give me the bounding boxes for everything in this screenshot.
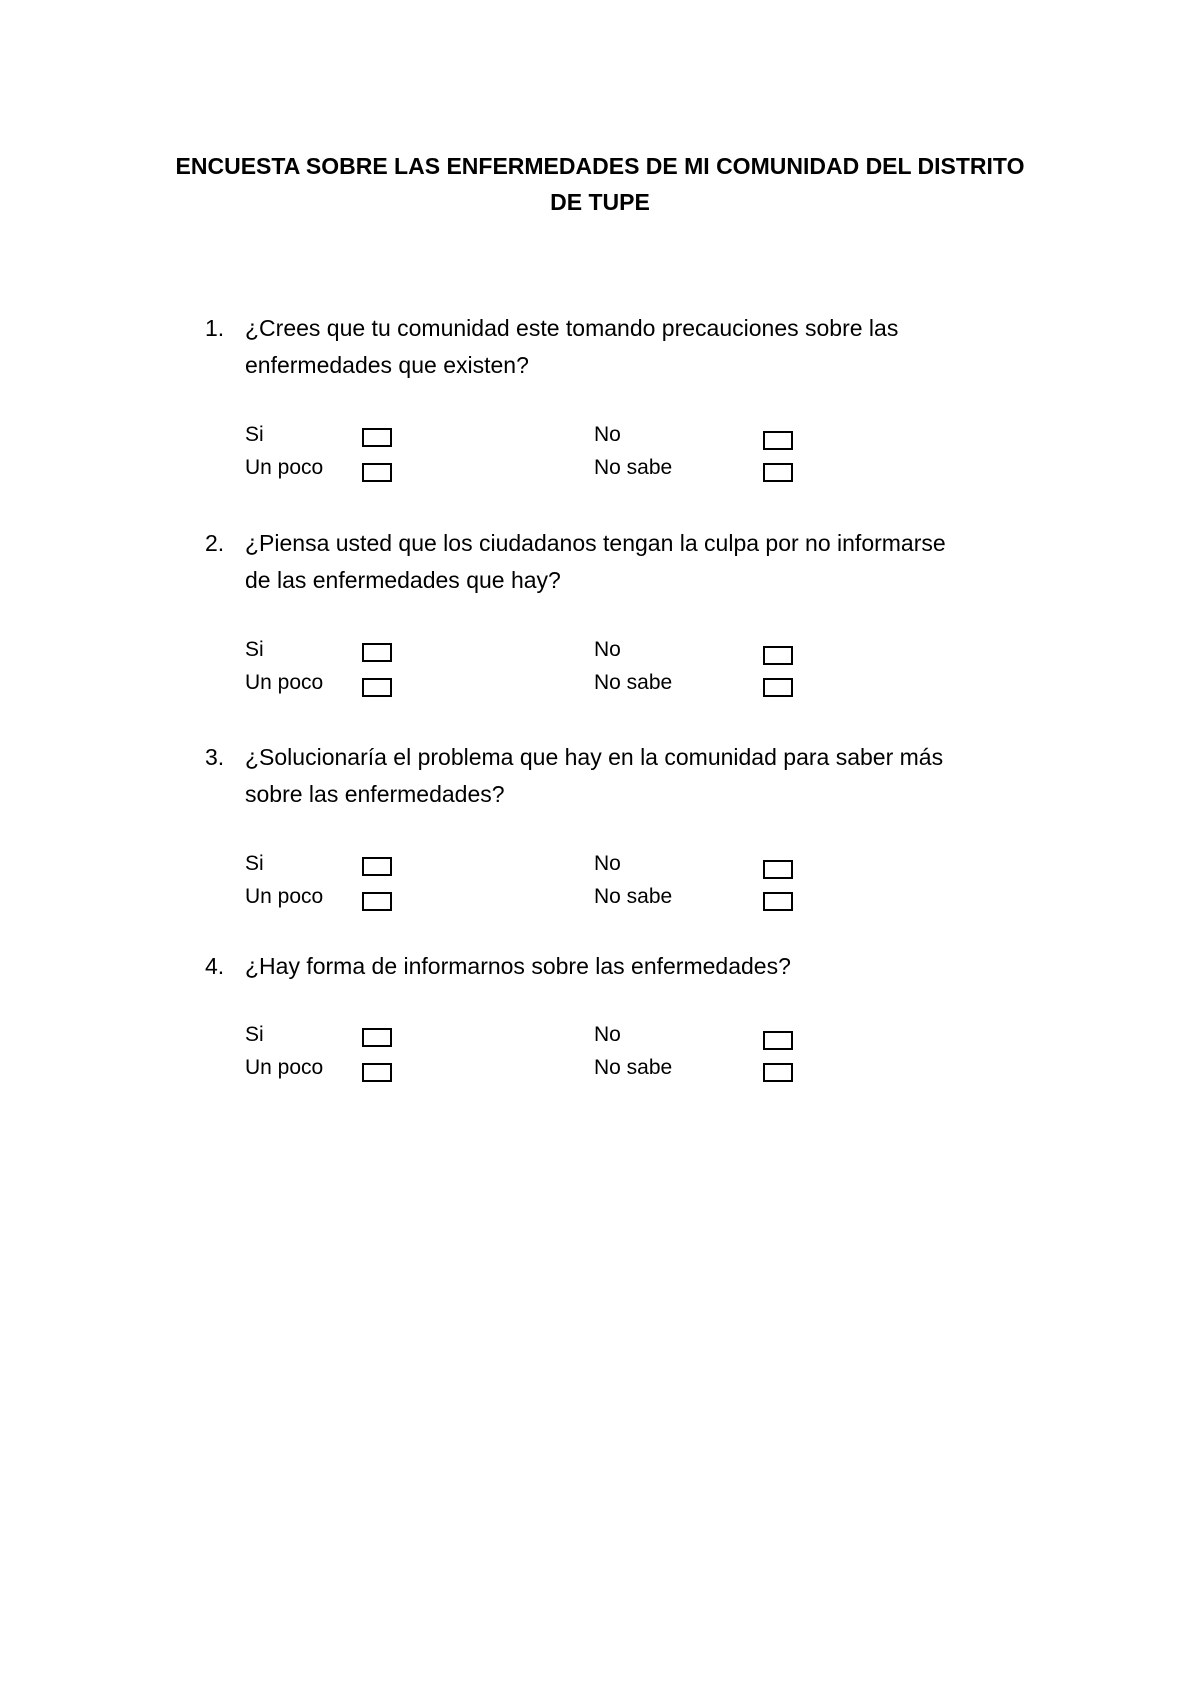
question-number: 3. [205, 744, 225, 770]
option-un-poco-label: Un poco [245, 671, 324, 694]
option-no-label: No [594, 852, 621, 875]
option-si-checkbox[interactable] [362, 428, 392, 447]
option-un-poco-checkbox[interactable] [362, 463, 392, 482]
survey-title-line-2: DE TUPE [550, 189, 650, 215]
option-si-label: Si [245, 852, 264, 875]
option-no-checkbox[interactable] [763, 431, 793, 450]
question-text-line-1: ¿Crees que tu comunidad este tomando precauciones sobre las [245, 315, 899, 341]
option-si-checkbox[interactable] [362, 1028, 392, 1047]
option-un-poco-label: Un poco [245, 456, 324, 479]
question-text-line-2: enfermedades que existen? [245, 352, 529, 378]
question-text [245, 525, 1055, 599]
option-si-label: Si [245, 638, 264, 661]
option-si-label: Si [245, 423, 264, 446]
option-no-sabe-checkbox[interactable] [763, 678, 793, 697]
option-no-sabe-checkbox[interactable] [763, 1063, 793, 1082]
option-no-sabe-label: No sabe [594, 1056, 673, 1079]
option-no-sabe-checkbox[interactable] [763, 463, 793, 482]
option-no-sabe-label: No sabe [594, 885, 673, 908]
option-un-poco-checkbox[interactable] [362, 678, 392, 697]
option-no-checkbox[interactable] [763, 646, 793, 665]
option-no-checkbox[interactable] [763, 1031, 793, 1050]
question-text [245, 310, 1055, 384]
option-no-sabe-label: No sabe [594, 671, 673, 694]
question-number: 4. [205, 953, 225, 979]
question-text-line-1: ¿Piensa usted que los ciudadanos tengan la culpa por no informarse [245, 530, 946, 556]
question-text [245, 948, 1055, 985]
question-text [245, 739, 1055, 813]
option-un-poco-checkbox[interactable] [362, 1063, 392, 1082]
question-number: 2. [205, 530, 225, 556]
question-text-line-1: ¿Solucionaría el problema que hay en la comunidad para saber más [245, 744, 944, 770]
question-text-line-2: de las enfermedades que hay? [245, 567, 561, 593]
question-number: 1. [205, 315, 225, 341]
option-no-sabe-checkbox[interactable] [763, 892, 793, 911]
option-un-poco-label: Un poco [245, 1056, 324, 1079]
option-si-checkbox[interactable] [362, 643, 392, 662]
option-un-poco-checkbox[interactable] [362, 892, 392, 911]
option-no-label: No [594, 423, 621, 446]
survey-title-line-1: ENCUESTA SOBRE LAS ENFERMEDADES DE MI COMUNIDAD DEL DISTRITO [175, 153, 1025, 179]
option-si-checkbox[interactable] [362, 857, 392, 876]
option-no-label: No [594, 638, 621, 661]
question-text-line-2: sobre las enfermedades? [245, 781, 505, 807]
survey-title [150, 148, 1050, 220]
question-text-line-1: ¿Hay forma de informarnos sobre las enfermedades? [245, 953, 791, 979]
option-no-checkbox[interactable] [763, 860, 793, 879]
option-no-label: No [594, 1023, 621, 1046]
option-no-sabe-label: No sabe [594, 456, 673, 479]
option-si-label: Si [245, 1023, 264, 1046]
option-un-poco-label: Un poco [245, 885, 324, 908]
